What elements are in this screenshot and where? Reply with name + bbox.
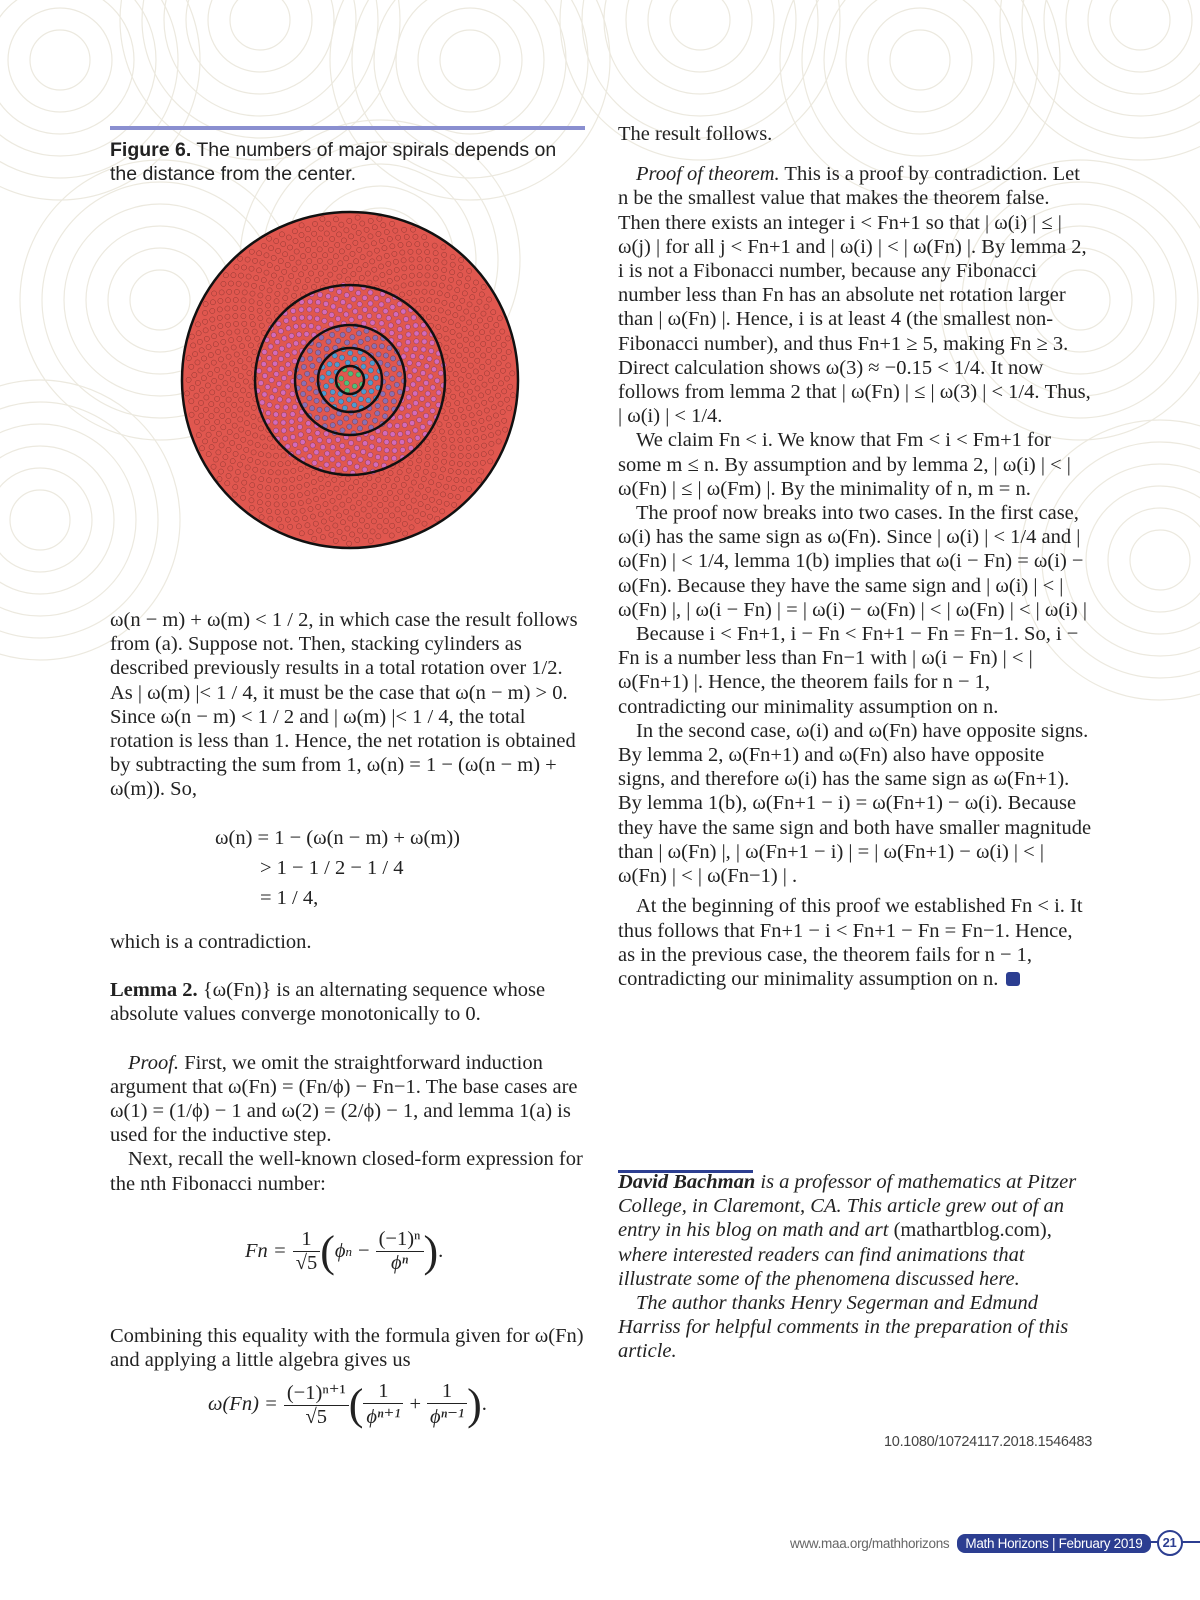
proof-of-theorem-text: This is a proof by contradiction. Let n be the smallest value that makes the theorem false. Then there exists an integer i < Fn+1 so that | ω(i) | ≤ | ω(j) | for all j < Fn+1 and | ω(i) | < | ω(Fn) |. By lemma 2, i is not a Fibonacci number, because any Fibonacci number less than Fn has an absolute net rotation larger than | ω(Fn) |. Hence, i is at least 4 (the smallest non-Fibonacci number), and thus Fn+1 ≥ 5, making Fn ≥ 3. Direct calculation shows ω(3) ≈ −0.15 < 1/4. It now follows from lemma 2 that | ω(Fn) | ≤ | ω(3) | < 1/4. Thus, | ω(i) | < 1/4. [618,163,1091,428]
figure-top-rule [110,126,585,130]
doi[interactable]: 10.1080/10724117.2018.1546483 [884,1434,1092,1450]
minus-sign: − [358,1240,370,1262]
first-inverse-fraction [363,1380,403,1429]
equation-line-1: ω(n) = 1 − (ω(n − m) + ω(m)) [215,827,460,849]
end-of-article-icon [1006,972,1020,986]
coefficient-denominator: √5 [295,1252,318,1274]
term-phi-exponent: n [345,1243,353,1259]
right-paragraph-case-1: The proof now breaks into two cases. In the first case, ω(i) has the same sign as ω(Fn). Since | ω(i) | < 1/4 and | ω(Fn) | < 1/4, lemma 1(b) implies that ω(i − Fn) = ω(i) − ω(Fn). Because they have the same sign and | ω(i) | < | ω(Fn) |, | ω(i − Fn) | = | ω(i) − ω(Fn) | < | ω(Fn) | < | ω(i) | [618,502,1087,621]
equation-line-3: = 1 / 4, [260,887,319,909]
equation-line-2: > 1 − 1 / 2 − 1 / 4 [260,857,404,879]
left-paren: ( [320,1226,335,1276]
sign-denominator: √5 [305,1406,328,1428]
right-paragraph-claim: We claim Fn < i. We know that Fm < i < Fm+1 for some m ≤ n. By assumption and by lemma 2, | ω(i) | < | ω(Fn) | ≤ | ω(Fm) |. By the minimality of n, m = n. [618,429,1071,500]
second-numerator: (−1)ⁿ [376,1228,424,1252]
author-bio-text-2: where interested readers can find animations that illustrate some of the phenomena discussed here. [618,1243,1025,1290]
left-paren: ( [348,1379,364,1429]
right-paragraph-conclusion [618,894,1093,991]
lemma-2-proof [110,1051,585,1148]
left-column-bottom [110,1324,585,1372]
first-inverse-numerator: 1 [363,1380,403,1404]
second-fraction [376,1228,424,1275]
lemma-2-text: {ω(Fn)} is an alternating sequence whose absolute values converge monotonically to 0. [110,979,546,1026]
page-number: 21 [1157,1530,1183,1556]
figure-caption-text: The numbers of major spirals depends on the distance from the center. [110,139,557,185]
lemma-2 [110,978,585,1026]
left-column-lower [110,930,585,1196]
second-inverse-denominator: ϕⁿ⁻¹ [430,1406,465,1428]
term-phi: ϕ [334,1240,346,1262]
coefficient-fraction [293,1228,321,1275]
left-paragraph-3: Next, recall the well-known closed-form expression for the nth Fibonacci number: [110,1148,583,1195]
lemma-2-label: Lemma 2. [110,979,198,1002]
left-paragraph-4: Combining this equality with the formula given for ω(Fn) and applying a little algebra gives us [110,1325,584,1372]
second-inverse-fraction [427,1380,467,1429]
blog-url[interactable]: (mathartblog.com), [893,1219,1052,1242]
right-paren: ) [467,1379,482,1429]
right-paragraph-conclusion-text: At the beginning of this proof we established Fn < i. It thus follows that Fn+1 − i < Fn+1 − Fn = Fn−1. Hence, as in the previous case, the theorem fails for n − 1, contradicting our minimality assumption on n. [618,895,1083,990]
equation-end-period: . [481,1393,487,1415]
author-bio [618,1170,1088,1364]
sign-numerator: (−1)ⁿ⁺¹ [284,1380,349,1406]
equation-fibonacci-closed-form [245,1228,443,1275]
author-bio-text-1: is a professor of mathematics at Pitzer College, in Claremont, CA. This article grew out of an entry in his blog on math and art [618,1171,1077,1242]
right-paragraph-case-2: In the second case, ω(i) and ω(Fn) have opposite signs. By lemma 2, ω(Fn+1) and ω(Fn) also have opposite signs, and therefore ω(i) has the same sign as ω(Fn+1). By lemma 1(b), ω(Fn+1 − i) = ω(Fn+1) − ω(i). Because they have the same sign and both have smaller magnitude than | ω(Fn) |, | ω(Fn+1 − i) | = | ω(Fn+1) − ω(i) | < | ω(Fn) | < | ω(Fn−1) | . [618,719,1092,888]
spiral-phyllotaxis-figure [178,208,522,552]
left-column-text [110,608,585,802]
acknowledgments: The author thanks Henry Segerman and Edmund Harriss for helpful comments in the preparation of this article. [618,1292,1069,1363]
proof-text: First, we omit the straightforward induction argument that ω(Fn) = (Fn/ϕ) − Fn−1. The base cases are ω(1) = (1/ϕ) − 1 and ω(2) = (2/ϕ) − 1, and lemma 1(a) is used for the inductive step. [110,1051,578,1147]
right-column-text [618,122,1093,991]
second-denominator: ϕⁿ [391,1252,409,1274]
second-inverse-numerator: 1 [427,1380,467,1404]
proof-of-theorem-label: Proof of theorem. [636,163,780,186]
page-footer [790,1530,1183,1556]
result-follows: The result follows. [618,123,773,145]
left-paragraph-2: which is a contradiction. [110,931,312,953]
equation-end-period: . [438,1240,444,1262]
first-inverse-denominator: ϕⁿ⁺¹ [366,1406,401,1428]
left-paragraph-1: ω(n − m) + ω(m) < 1 / 2, in which case the result follows from (a). Suppose not. Then, stacking cylinders as described previously results in a total rotation over 1/2. As | ω(m) |< 1 / 4, it must be the case that ω(n − m) > 0. Since ω(n − m) < 1 / 2 and | ω(m) |< 1 / 4, the total rotation is less than 1. Hence, the net rotation is obtained by subtracting the sum from 1, ω(n) = 1 − (ω(n − m) + ω(m)). So, [110,609,578,801]
figure-caption [110,138,580,186]
footer-site[interactable]: www.maa.org/mathhorizons [790,1535,950,1551]
figure-label: Figure 6. [110,139,192,161]
right-paragraph-because: Because i < Fn+1, i − Fn < Fn+1 − Fn = Fn−1. So, i − Fn is a number less than Fn−1 with | ω(i − Fn) | < | ω(Fn+1) |. Hence, the theorem fails for n − 1, contradicting our minimality assumption on n. [618,623,1079,718]
author-name: David Bachman [618,1171,756,1193]
right-paren: ) [423,1226,439,1276]
equation-omega-n [215,823,460,913]
sign-fraction [284,1380,349,1429]
proof-of-theorem [618,162,1093,428]
equation-lhs: ω(Fn) = [208,1393,278,1415]
equation-omega-fn [208,1380,487,1429]
equation-lhs: Fn = [245,1240,287,1262]
coefficient-numerator: 1 [293,1228,321,1252]
proof-label: Proof. [128,1051,180,1074]
plus-sign: + [409,1393,422,1415]
footer-journal-badge: Math Horizons | February 2019 [957,1534,1150,1553]
